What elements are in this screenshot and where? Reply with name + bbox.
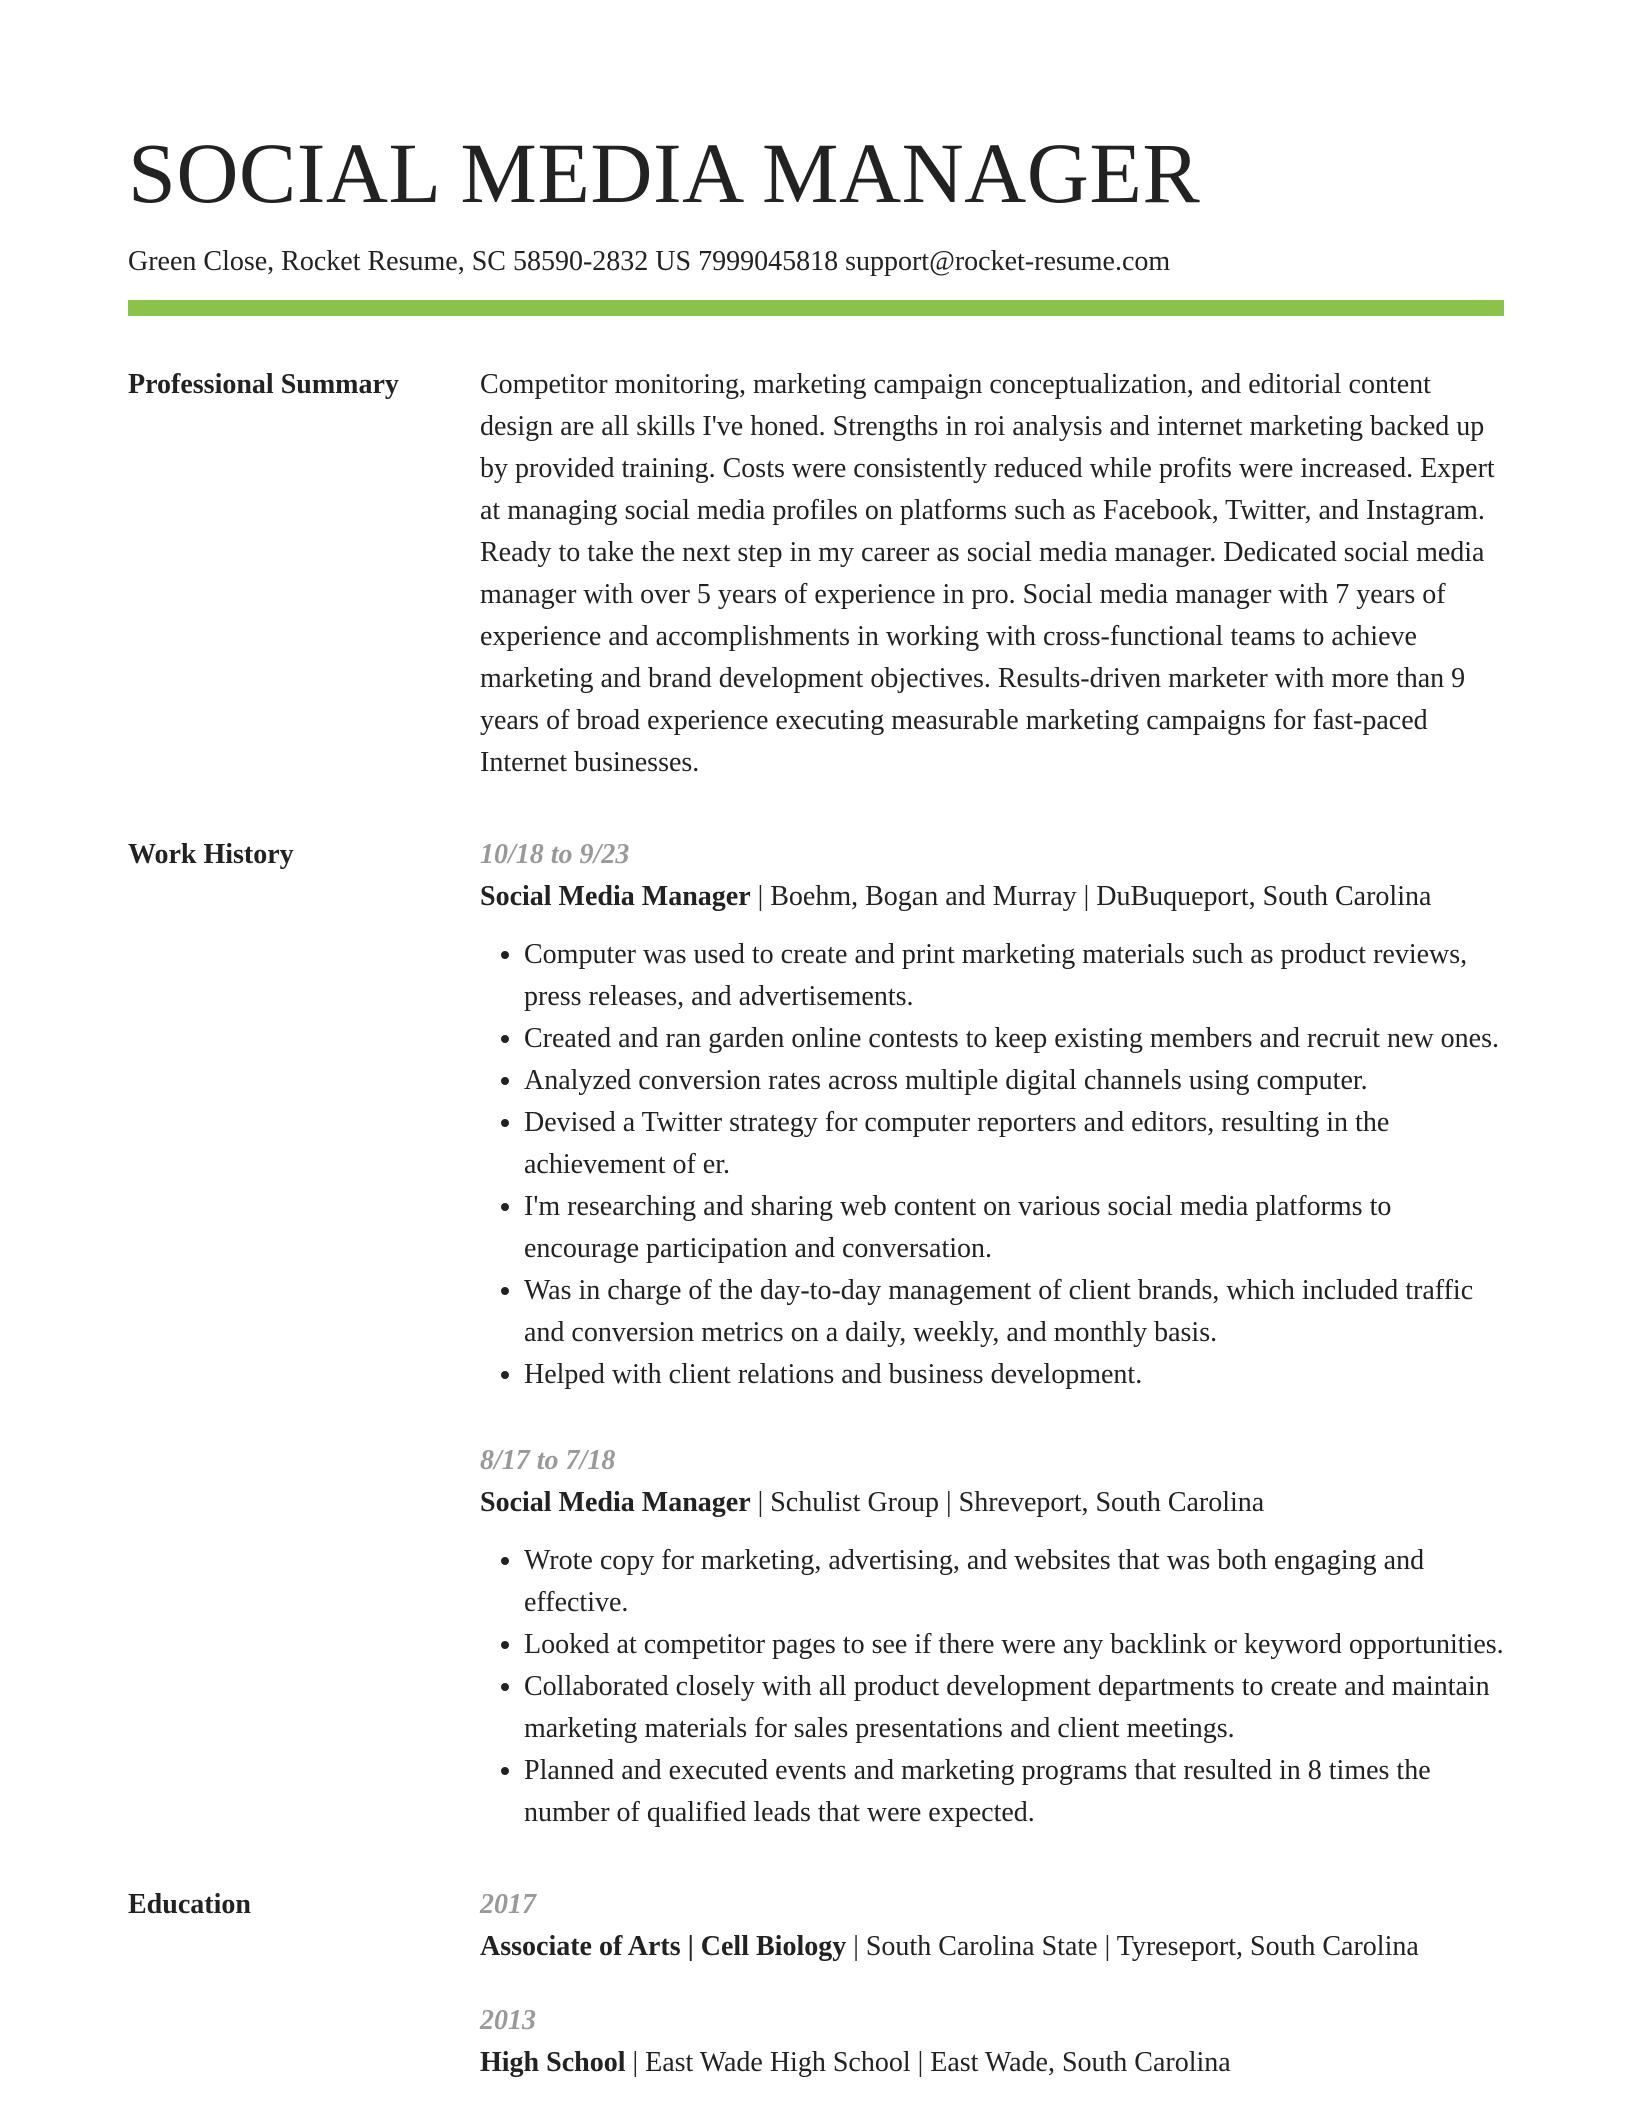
job-bullet: • Devised a Twitter strategy for computer reporters and editors, resulting in the achievement of er. [524,1102,1504,1186]
education-body [480,1884,1504,2116]
summary-heading: Professional Summary [128,369,399,400]
resume-title: SOCIAL MEDIA MANAGER [128,125,1201,221]
job-details: | Schulist Group | Shreveport, South Carolina [750,1487,1265,1518]
job-bullet: • I'm researching and sharing web content on various social media platforms to encourage participation and conversation. [524,1186,1504,1270]
education-degree: High School [480,2047,626,2078]
contact-line: Green Close, Rocket Resume, SC 58590-2832 US 7999045818 support@rocket-resume.com [128,246,1171,277]
education-degree: Associate of Arts | Cell Biology [480,1931,847,1962]
work-history-section [128,834,1504,1834]
job-dates: 8/17 to 7/18 [480,1445,616,1476]
job-bullet: • Was in charge of the day-to-day management of client brands, which included traffic and conversion metrics on a daily, weekly, and monthly basis. [524,1270,1504,1354]
job-bullet: • Analyzed conversion rates across multiple digital channels using computer. [524,1060,1504,1102]
education-details: | South Carolina State | Tyreseport, South Carolina [846,1931,1419,1962]
work-history-heading: Work History [128,839,294,870]
education-year: 2013 [480,2005,536,2036]
education-entry [480,1884,1504,1968]
job-bullet: • Computer was used to create and print marketing materials such as product reviews, press releases, and advertisements. [524,934,1504,1018]
job-bullet: • Looked at competitor pages to see if there were any backlink or keyword opportunities. [524,1624,1504,1666]
job-title: Social Media Manager [480,881,751,912]
job-bullet: • Created and ran garden online contests to keep existing members and recruit new ones. [524,1018,1504,1060]
job-bullet: • Wrote copy for marketing, advertising, and websites that was both engaging and effective. [524,1540,1504,1624]
job-bullets [480,1540,1504,1834]
job-entry [480,834,1504,1396]
job-heading [480,876,1504,918]
education-heading: Education [128,1889,251,1920]
job-entry [480,1440,1504,1834]
job-heading [480,1482,1504,1524]
job-bullets [480,934,1504,1396]
job-title: Social Media Manager [480,1487,751,1518]
education-entry [480,2000,1504,2084]
summary-body [480,364,1504,784]
job-bullet: • Collaborated closely with all product development departments to create and maintain marketing materials for sales presentations and client meetings. [524,1666,1504,1750]
summary-section [128,364,1504,784]
summary-text: Competitor monitoring, marketing campaign conceptualization, and editorial content design are all skills I've honed. Strengths in roi analysis and internet marketing backed up by provided training. Costs were consistently reduced while profits were increased. Expert at managing social media profiles on platforms such as Facebook, Twitter, and Instagram. Ready to take the next step in my career as social media manager. Dedicated social media manager with over 5 years of experience in pro. Social media manager with 7 years of experience and accomplishments in working with cross-functional teams to achieve marketing and brand development objectives. Results-driven marketer with more than 9 years of broad experience executing measurable marketing campaigns for fast-paced Internet businesses. [480,369,1495,778]
education-heading-line [480,1926,1504,1968]
education-details: | East Wade High School | East Wade, South Carolina [625,2047,1231,2078]
education-heading-line [480,2042,1504,2084]
accent-divider [128,300,1504,316]
education-year: 2017 [480,1889,536,1920]
work-history-body [480,834,1504,1834]
education-section [128,1884,1504,2116]
job-dates: 10/18 to 9/23 [480,839,630,870]
resume-page [128,0,1504,2116]
job-details: | Boehm, Bogan and Murray | DuBuqueport, South Carolina [750,881,1432,912]
job-bullet: • Helped with client relations and business development. [524,1354,1504,1396]
job-bullet: • Planned and executed events and marketing programs that resulted in 8 times the number of qualified leads that were expected. [524,1750,1504,1834]
